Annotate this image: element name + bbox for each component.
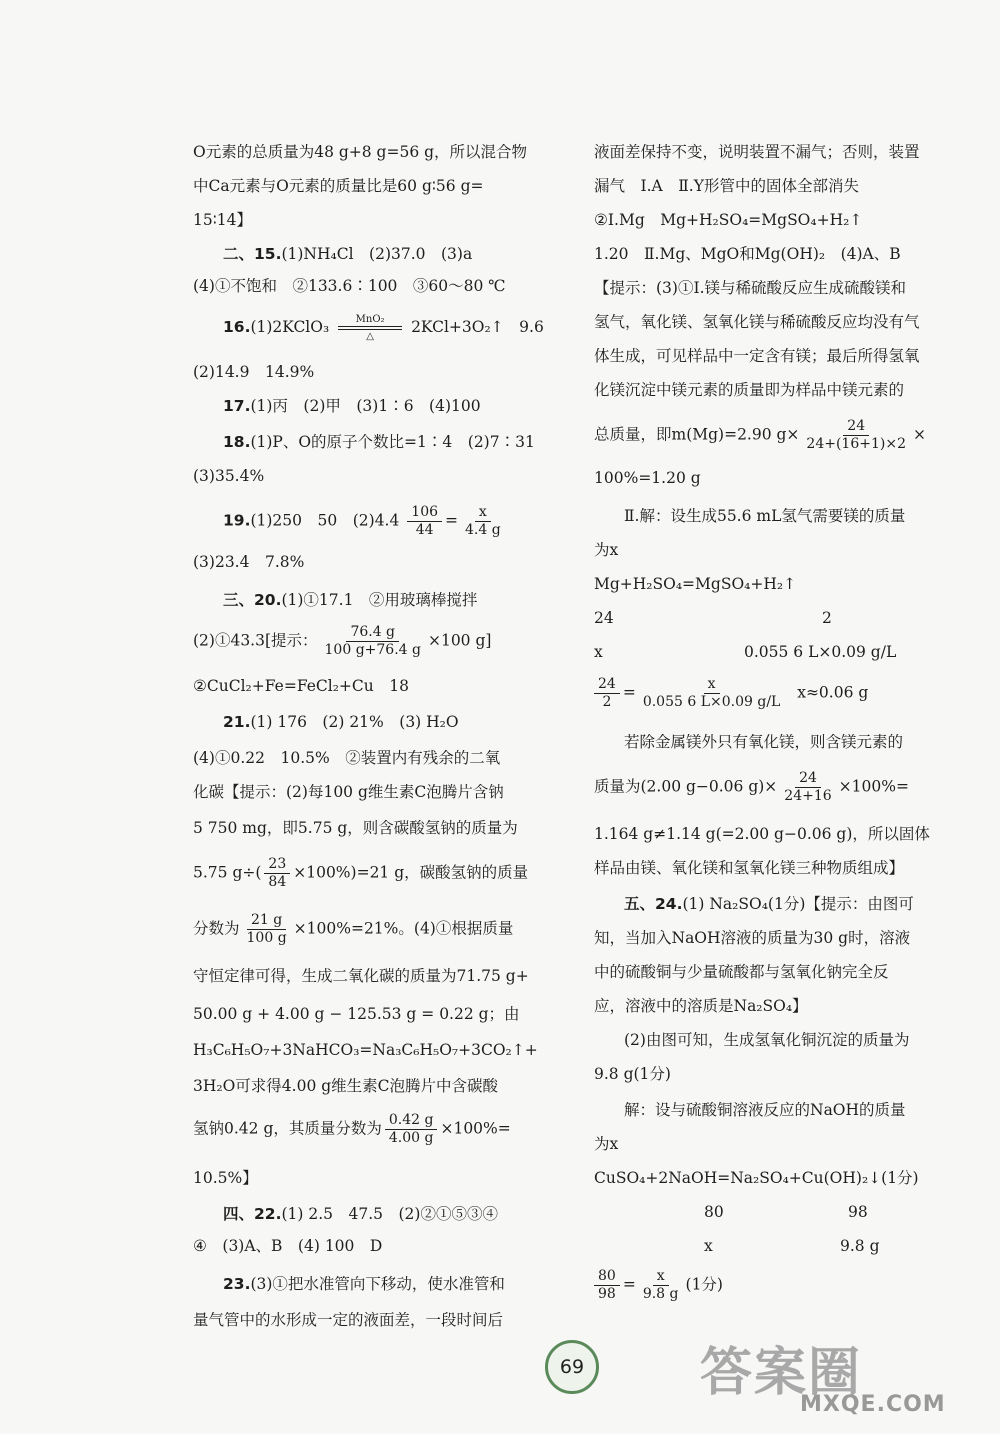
text-line: 守恒定律可得，生成二氧化碳的质量为71.75 g+ [193, 967, 529, 985]
reaction-condition [338, 314, 402, 342]
coefficient: 80 [704, 1203, 724, 1221]
fraction [639, 1268, 683, 1303]
answer-text: (1) 2.5 47.5 (2)②①⑤③④ [281, 1205, 498, 1223]
watermark [700, 1330, 990, 1420]
proportion-line [594, 1268, 723, 1303]
answer-text: 分数为 [193, 919, 240, 938]
fraction [594, 676, 620, 711]
numerator: 76.4 g [346, 624, 399, 642]
fraction [780, 770, 835, 805]
text-line: (3)35.4% [193, 467, 265, 485]
answer-text: 总质量，即m(Mg)=2.90 g× [594, 425, 800, 444]
coefficient: 2 [822, 609, 832, 627]
question-19 [193, 504, 508, 539]
coefficient: 24 [594, 609, 614, 627]
unknown: x [594, 643, 603, 661]
text-line: 15∶14】 [193, 211, 252, 229]
text-line: 中的硫酸铜与少量硫酸都与氢氧化钠完全反 [594, 963, 889, 981]
page-number: 69 [559, 1356, 585, 1378]
text-line [594, 418, 926, 453]
question-number: 四、22. [223, 1205, 282, 1223]
question-17 [193, 394, 481, 418]
text-line [193, 856, 528, 891]
numerator: x [475, 504, 491, 522]
answer-text: (1)①17.1 ②用玻璃棒搅拌 [281, 591, 478, 609]
text-line [193, 1112, 511, 1147]
text-line: 解：设与硫酸铜溶液反应的NaOH的质量 [624, 1101, 906, 1119]
equals-arrow [338, 326, 402, 330]
fraction [264, 856, 290, 891]
text-line: 漏气 Ⅰ.A Ⅱ.Y形管中的固体全部消失 [594, 177, 859, 195]
text-line: 液面差保持不变，说明装置不漏气；否则，装置 [594, 143, 920, 161]
answer-text: (1分) [685, 1275, 723, 1294]
catalyst-label: MnO₂ [355, 314, 385, 325]
denominator: 24+(16+1)×2 [806, 436, 906, 452]
denominator: 100 g [246, 930, 287, 946]
numerator: 0.42 g [385, 1112, 438, 1130]
answer-text: 质量为(2.00 g−0.06 g)× [594, 777, 778, 796]
question-number: 二、15. [223, 245, 282, 263]
answer-text: (3)①把水准管向下移动，使水准管和 [250, 1275, 505, 1293]
answer-text: (2)①43.3[提示： [193, 631, 318, 650]
fraction [243, 912, 291, 947]
answer-text: ×100%)=21 g，碳酸氢钠的质量 [293, 863, 529, 882]
numerator: 80 [594, 1268, 620, 1286]
answer-text: 氢钠0.42 g，其质量分数为 [193, 1119, 382, 1138]
text-line: 1.164 g≠1.14 g(=2.00 g−0.06 g)，所以固体 [594, 825, 930, 843]
text-line: (4)①0.22 10.5% ②装置内有残余的二氧 [193, 749, 501, 767]
text-line [193, 624, 491, 659]
denominator: 2 [602, 694, 612, 710]
denominator: 100 g+76.4 g [324, 642, 421, 658]
denominator: 24+16 [784, 788, 832, 804]
question-21 [193, 710, 459, 734]
text-line: 应，溶液中的溶质是Na₂SO₄】 [594, 997, 808, 1015]
answer-text: ×100%= [838, 777, 909, 796]
text-line: 若除金属镁外只有氧化镁，则含镁元素的 [624, 733, 904, 751]
text-line: 100%=1.20 g [594, 469, 701, 487]
question-23 [193, 1272, 505, 1296]
unknown: x [704, 1237, 713, 1255]
question-number: 五、24. [624, 895, 683, 913]
answer-text: (1)P、O的原子个数比=1∶4 (2)7∶31 [250, 433, 535, 451]
numerator: 23 [264, 856, 290, 874]
text-line: 化碳【提示：(2)每100 g维生素C泡腾片含钠 [193, 783, 504, 801]
text-line: 1.20 Ⅱ.Mg、MgO和Mg(OH)₂ (4)A、B [594, 245, 901, 263]
fraction [407, 504, 442, 539]
text-line: H₃C₆H₅O₇+3NaHCO₃=Na₃C₆H₅O₇+3CO₂↑+ [193, 1041, 538, 1059]
text-line: 9.8 g(1分) [594, 1065, 671, 1083]
answer-text: (1)250 50 (2)4.4 [250, 511, 400, 530]
fraction [802, 418, 910, 453]
numerator: 21 g [247, 912, 286, 930]
question-number: 21. [223, 713, 251, 731]
fraction [461, 504, 505, 539]
denominator: 44 [415, 522, 434, 538]
text-line: 50.00 g + 4.00 g − 125.53 g = 0.22 g；由 [193, 1005, 520, 1023]
denominator: 98 [598, 1286, 616, 1302]
text-line [193, 912, 513, 947]
question-20 [193, 588, 477, 612]
question-16 [193, 314, 544, 342]
heat-label: △ [366, 331, 374, 342]
answer-text: (1)NH₄Cl (2)37.0 (3)a [281, 245, 473, 263]
numerator: 24 [795, 770, 821, 788]
fraction [321, 624, 425, 659]
equation-line: Mg+H₂SO₄=MgSO₄+H₂↑ [594, 575, 797, 593]
numerator: 106 [407, 504, 442, 522]
question-number: 16. [223, 318, 251, 336]
answer-text: 2KCl+3O₂↑ 9.6 [411, 318, 544, 336]
numerator: x [704, 676, 720, 694]
page-number-badge [545, 1340, 599, 1394]
text-line: ②CuCl₂+Fe=FeCl₂+Cu 18 [193, 677, 409, 695]
answer-text: 5.75 g÷( [193, 863, 262, 882]
text-line: 中Ca元素与O元素的质量比是60 g∶56 g= [193, 177, 484, 195]
text-line [594, 770, 909, 805]
text-line: 为x [594, 1135, 619, 1153]
answer-text: ×100 g] [427, 631, 492, 650]
text-line: 知，当加入NaOH溶液的质量为30 g时，溶液 [594, 929, 911, 947]
question-number: 19. [223, 511, 251, 530]
question-24 [594, 892, 914, 916]
numerator: 24 [594, 676, 620, 694]
numerator: 24 [843, 418, 869, 436]
quantity-line [594, 640, 897, 664]
text-line: 为x [594, 541, 619, 559]
watermark-logo: 答案圈 [700, 1343, 863, 1403]
text-line: 化镁沉淀中镁元素的质量即为样品中镁元素的 [594, 381, 905, 399]
text-line: Ⅱ.解：设生成55.6 mL氢气需要镁的质量 [624, 507, 906, 525]
equation-line: CuSO₄+2NaOH=Na₂SO₄+Cu(OH)₂↓(1分) [594, 1169, 919, 1187]
text-line: O元素的总质量为48 g+8 g=56 g，所以混合物 [193, 143, 528, 161]
question-15 [193, 242, 472, 266]
denominator: 84 [268, 874, 287, 890]
quantity: 9.8 g [840, 1237, 880, 1255]
equals-sign: = [622, 683, 636, 702]
answer-text: (1) Na₂SO₄(1分)【提示：由图可 [682, 895, 914, 913]
quantity: 0.055 6 L×0.09 g/L [744, 643, 897, 661]
text-line: (2)由图可知，生成氢氧化铜沉淀的质量为 [624, 1031, 910, 1049]
answer-text: ×100%=21%。(4)①根据质量 [293, 919, 514, 938]
question-22 [193, 1202, 498, 1226]
answer-text: (1) 176 (2) 21% (3) H₂O [250, 713, 459, 731]
text-line: 氢气，氧化镁、氢氧化镁与稀硫酸反应均没有气 [594, 313, 920, 331]
watermark-url: MXQE.COM [800, 1392, 946, 1417]
answer-text: x≈0.06 g [797, 683, 869, 702]
text-line: (4)①不饱和 ②133.6∶100 ③60～80 ℃ [193, 277, 506, 295]
coefficient: 98 [848, 1203, 868, 1221]
answer-text: (1)丙 (2)甲 (3)1∶6 (4)100 [250, 397, 481, 415]
text-line: ④ (3)A、B (4) 100 D [193, 1237, 383, 1255]
text-line: 【提示：(3)①Ⅰ.镁与稀硫酸反应生成硫酸镁和 [594, 279, 907, 297]
question-number: 23. [223, 1275, 251, 1293]
fraction [639, 676, 785, 711]
text-line: 3H₂O可求得4.00 g维生素C泡腾片中含碳酸 [193, 1077, 499, 1095]
text-line: 体生成，可见样品中一定含有镁；最后所得氢氧 [594, 347, 920, 365]
text-line: ②Ⅰ.Mg Mg+H₂SO₄=MgSO₄+H₂↑ [594, 211, 863, 229]
denominator: 4.00 g [388, 1130, 434, 1146]
denominator: 9.8 g [642, 1286, 679, 1302]
answer-text: (1)2KClO₃ [250, 318, 330, 336]
numerator: x [653, 1268, 669, 1286]
proportion-line [594, 676, 868, 711]
denominator: 0.055 6 L×0.09 g/L [642, 694, 781, 710]
text-line: 样品由镁、氧化镁和氢氧化镁三种物质组成】 [594, 859, 905, 877]
text-line: (2)14.9 14.9% [193, 363, 315, 381]
equals-sign: = [445, 511, 459, 530]
question-18 [193, 430, 535, 454]
text-line: (3)23.4 7.8% [193, 553, 305, 571]
question-number: 18. [223, 433, 251, 451]
equals-sign: = [622, 1275, 636, 1294]
fraction [385, 1112, 438, 1147]
denominator: 4.4 g [465, 522, 501, 538]
text-line: 5 750 mg，即5.75 g，则含碳酸氢钠的质量为 [193, 819, 518, 837]
coefficient-line [594, 606, 832, 630]
text-line: 量气管中的水形成一定的液面差，一段时间后 [193, 1311, 504, 1329]
question-number: 三、20. [223, 591, 282, 609]
answer-text: × [912, 425, 926, 444]
answer-text: ×100%= [440, 1119, 511, 1138]
text-line: 10.5%】 [193, 1169, 258, 1187]
question-number: 17. [223, 397, 251, 415]
fraction [594, 1268, 620, 1303]
